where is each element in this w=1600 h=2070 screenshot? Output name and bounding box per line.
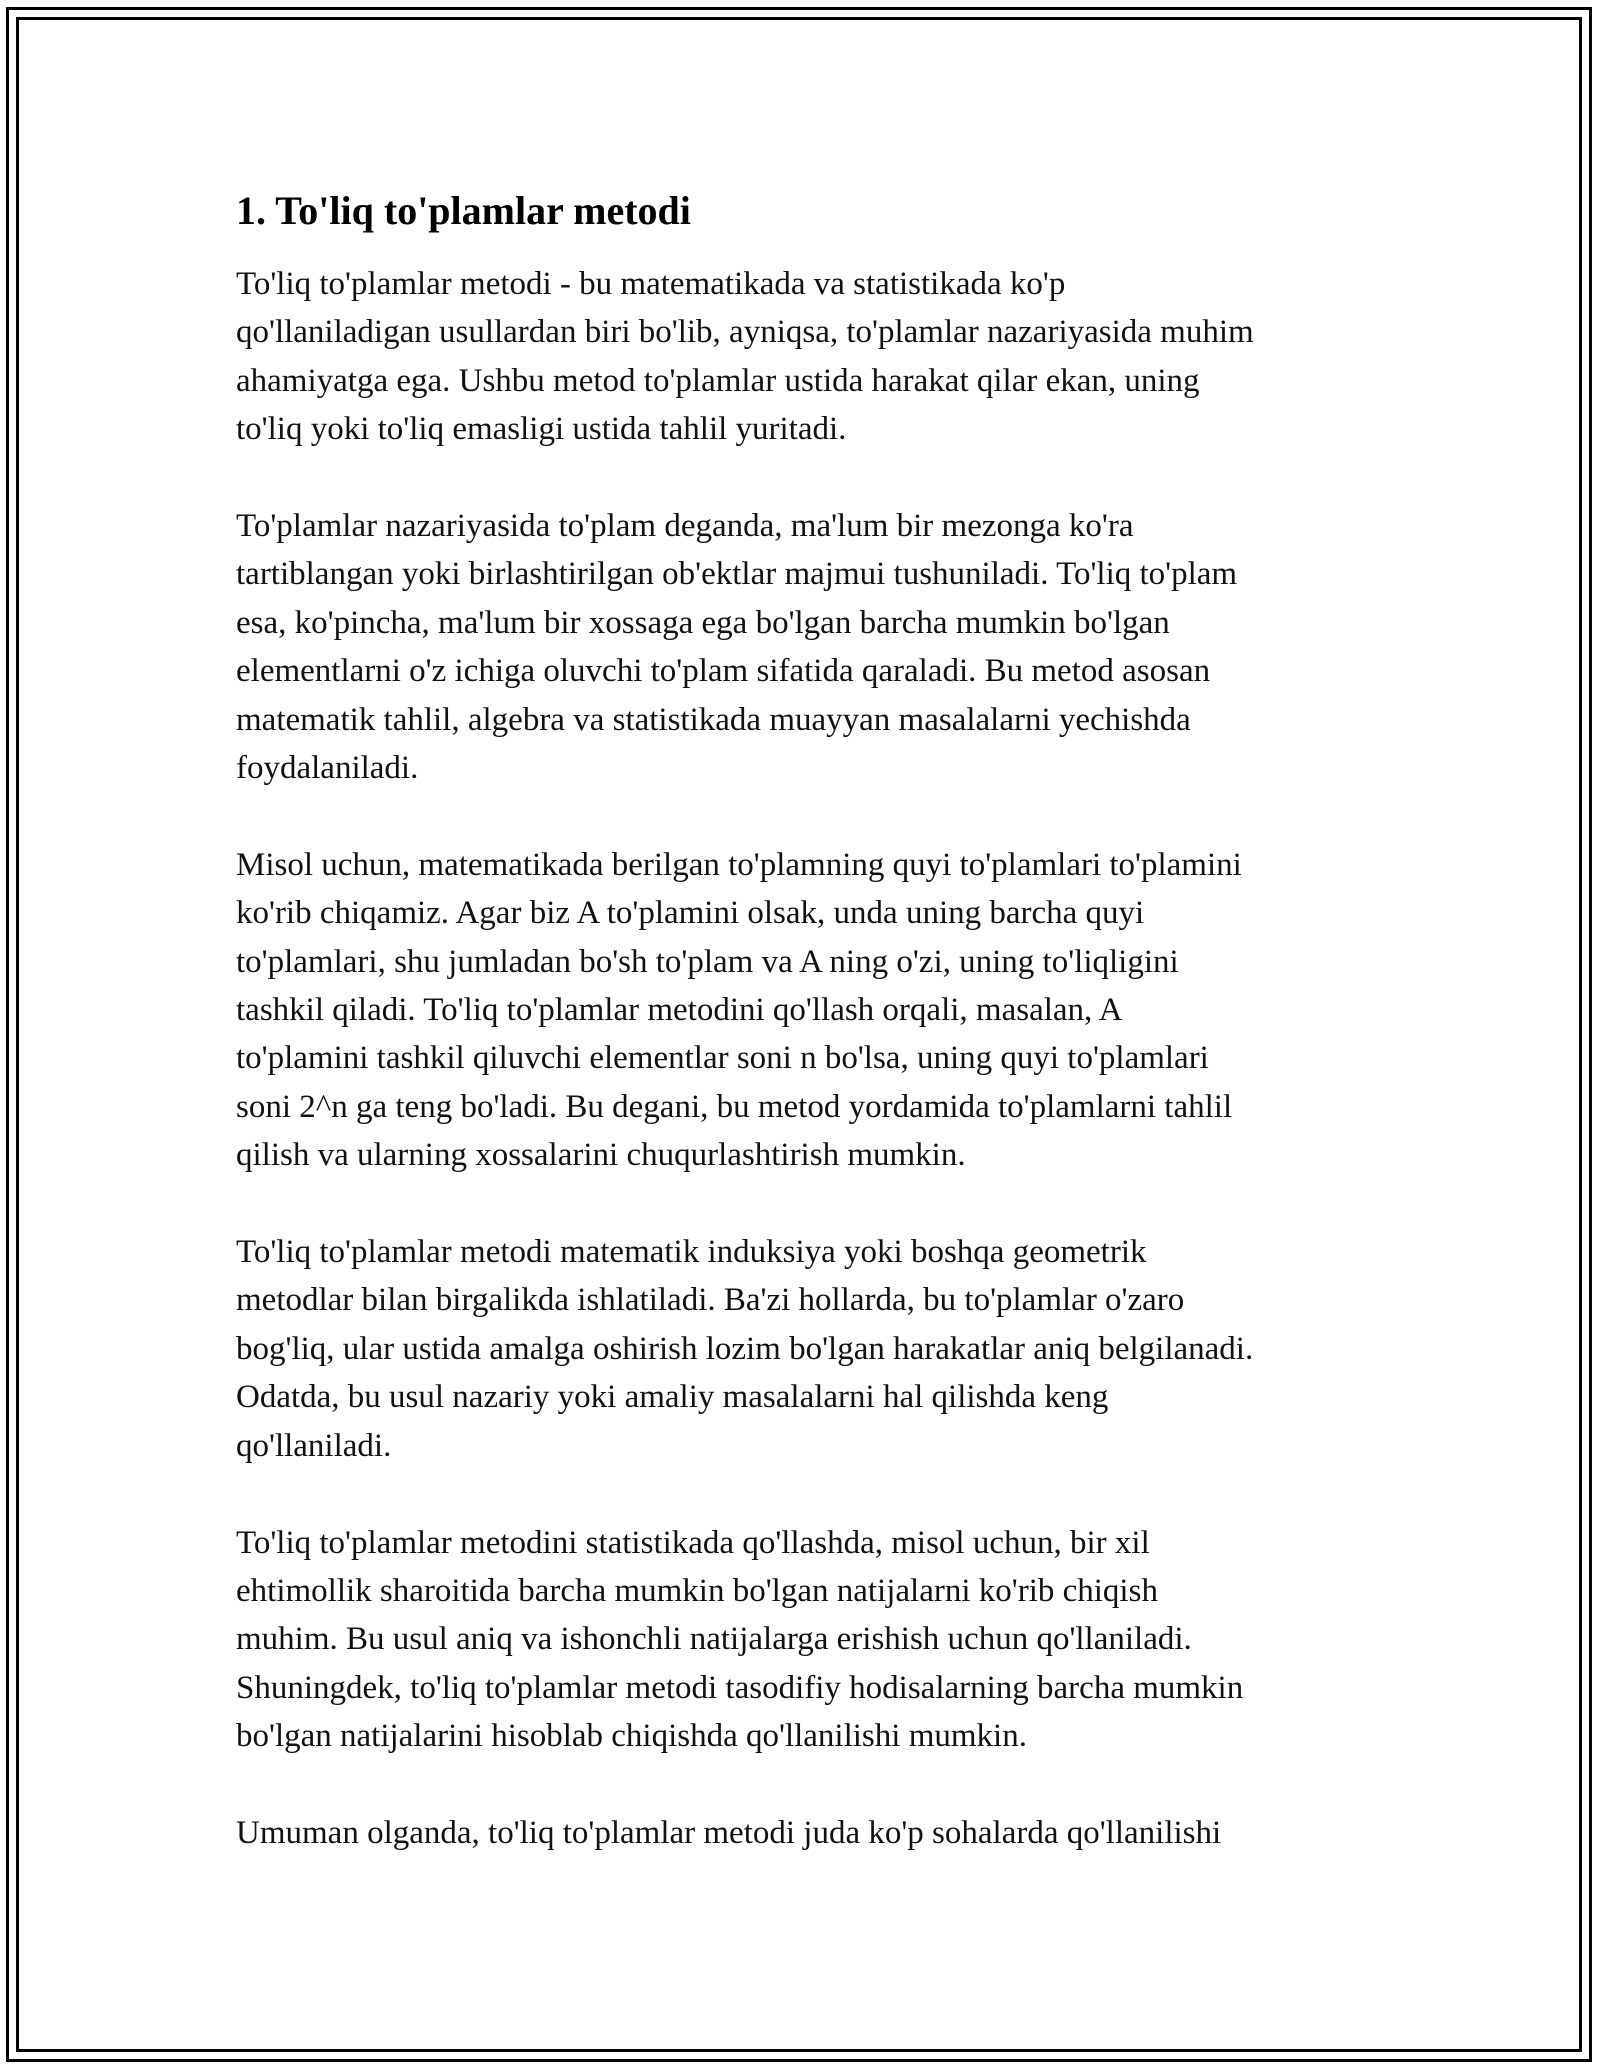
paragraph-5 xyxy=(236,1519,1386,1761)
text-line: To'liq to'plamlar metodini statistikada qo'llashda, misol uchun, bir xil xyxy=(236,1524,1150,1561)
paragraph-4 xyxy=(236,1228,1386,1470)
text-line: Shuningdek, to'liq to'plamlar metodi tasodifiy hodisalarning barcha mumkin xyxy=(236,1669,1244,1706)
text-line: to'liq yoki to'liq emasligi ustida tahlil yuritadi. xyxy=(236,411,847,448)
text-line: metodlar bilan birgalikda ishlatiladi. Ba'zi hollarda, bu to'plamlar o'zaro xyxy=(236,1282,1185,1319)
text-line: muhim. Bu usul aniq va ishonchli natijalarga erishish uchun qo'llaniladi. xyxy=(236,1621,1192,1658)
section-heading: 1. To'liq to'plamlar metodi xyxy=(236,188,691,233)
text-line: bog'liq, ular ustida amalga oshirish lozim bo'lgan harakatlar aniq belgilanadi. xyxy=(236,1330,1254,1367)
text-line: qo'llaniladi. xyxy=(236,1427,392,1464)
text-line: foydalaniladi. xyxy=(236,750,419,787)
text-line: To'liq to'plamlar metodi - bu matematikada va statistikada ko'p xyxy=(236,266,1066,302)
text-line: ahamiyatga ega. Ushbu metod to'plamlar ustida harakat qilar ekan, uning xyxy=(236,362,1200,399)
text-line: qo'llaniladigan usullardan biri bo'lib, ayniqsa, to'plamlar nazariyasida muhim xyxy=(236,314,1254,351)
text-line: to'plamini tashkil qiluvchi elementlar soni n bo'lsa, uning quyi to'plamlari xyxy=(236,1040,1209,1077)
text-line: bo'lgan natijalarini hisoblab chiqishda qo'llanilishi mumkin. xyxy=(236,1718,1027,1755)
text-line: matematik tahlil, algebra va statistikada muayyan masalalarni yechishda xyxy=(236,701,1191,738)
paragraph-6 xyxy=(236,1809,1386,1857)
text-line: Umuman olganda, to'liq to'plamlar metodi juda ko'p sohalarda qo'llanilishi xyxy=(236,1814,1222,1851)
text-line: soni 2^n ga teng bo'ladi. Bu degani, bu metod yordamida to'plamlarni tahlil xyxy=(236,1088,1233,1125)
text-line: Odatda, bu usul nazariy yoki amaliy masalalarni hal qilishda keng xyxy=(236,1379,1109,1416)
paragraph-2 xyxy=(236,502,1386,792)
text-line: tartiblangan yoki birlashtirilgan ob'ektlar majmui tushuniladi. To'liq to'plam xyxy=(236,556,1238,593)
text-line: elementlarni o'z ichiga oluvchi to'plam sifatida qaraladi. Bu metod asosan xyxy=(236,653,1211,690)
text-line: ko'rib chiqamiz. Agar biz A to'plamini olsak, unda uning barcha quyi xyxy=(236,895,1145,932)
paragraph-3 xyxy=(236,841,1386,1180)
document-body xyxy=(236,186,1386,1906)
text-line: Misol uchun, matematikada berilgan to'plamning quyi to'plamlari to'plamini xyxy=(236,846,1242,883)
text-line: to'plamlari, shu jumladan bo'sh to'plam va A ning o'zi, uning to'liqligini xyxy=(236,943,1179,980)
text-line: ehtimollik sharoitida barcha mumkin bo'lgan natijalarni ko'rib chiqish xyxy=(236,1572,1158,1609)
paragraph-1 xyxy=(236,260,1386,454)
text-line: qilish va ularning xossalarini chuqurlashtirish mumkin. xyxy=(236,1137,966,1174)
text-line: To'plamlar nazariyasida to'plam deganda, ma'lum bir mezonga ko'ra xyxy=(236,508,1134,545)
text-line: To'liq to'plamlar metodi matematik induksiya yoki boshqa geometrik xyxy=(236,1234,1147,1271)
text-line: esa, ko'pincha, ma'lum bir xossaga ega bo'lgan barcha mumkin bo'lgan xyxy=(236,604,1170,641)
text-line: tashkil qiladi. To'liq to'plamlar metodini qo'llash orqali, masalan, A xyxy=(236,992,1123,1029)
